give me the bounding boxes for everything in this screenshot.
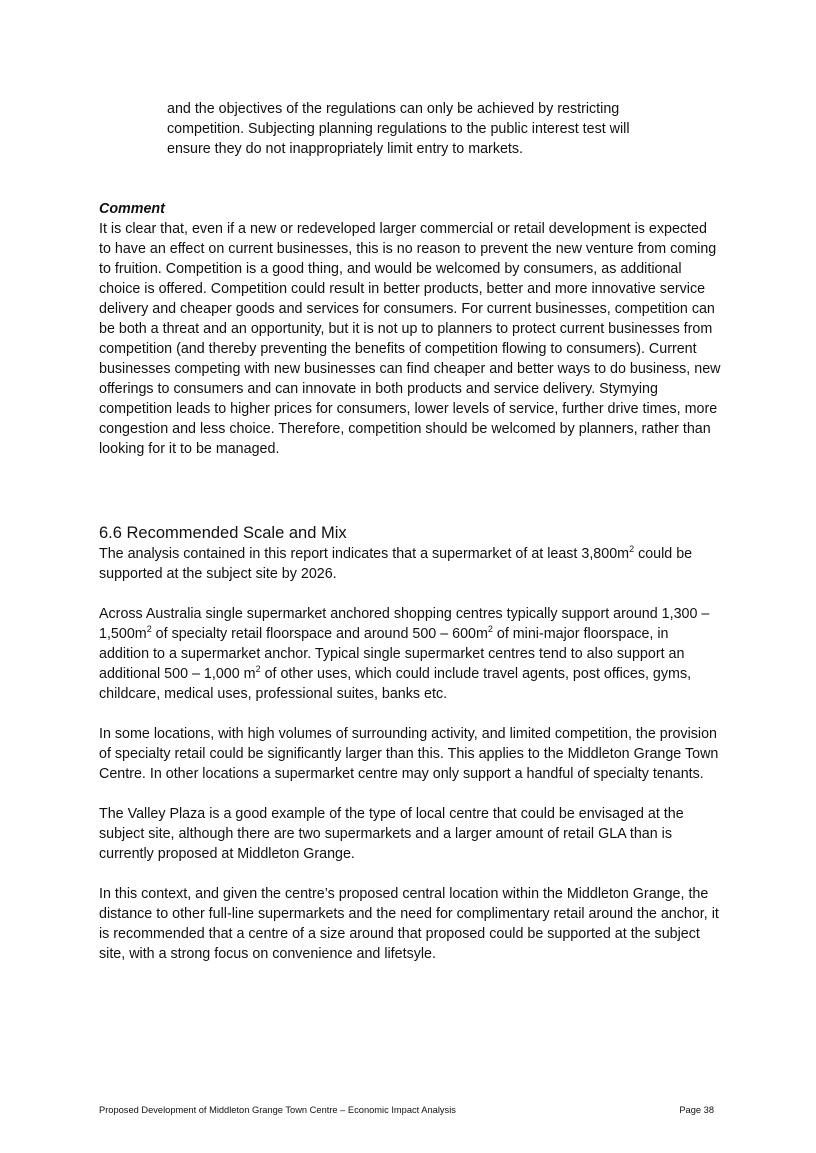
p2-text-b: of specialty retail floorspace and around 500 – 600m [151, 626, 488, 642]
p2-text-c: of mini-major floorspace, in addition to a supermarket anchor. Typical single supermarket centres tend to also support an additional 500 – 1,000 m [99, 626, 685, 682]
section-body [99, 544, 721, 964]
page-number: Page 38 [679, 1105, 714, 1115]
section-6-6 [99, 522, 721, 984]
paragraph-specialty-retail: In some locations, with high volumes of surrounding activity, and limited competition, the provision of specialty retail could be significantly larger than this. This applies to the Middleton Grange Town Centre. In other locations a supermarket centre may only support a handful of specialty tenants. [99, 726, 719, 782]
paragraph-floorspace [99, 604, 721, 704]
p1-text-a: The analysis contained in this report indicates that a supermarket of at least 3,800m [99, 546, 630, 562]
p2-superscript-2: 2 [487, 624, 493, 634]
p2-superscript-3: 2 [255, 664, 261, 674]
p1-superscript: 2 [629, 544, 635, 554]
comment-heading: Comment [99, 201, 165, 217]
p2-text-d: of other uses, which could include travel agents, post offices, gyms, childcare, medical uses, professional suites, banks etc. [99, 666, 692, 702]
p1-text-b: could be supported at the subject site by 2026. [99, 546, 693, 582]
quote-text: and the objectives of the regulations can only be achieved by restricting competition. Subjecting planning regulations to the public interest test will ensure they do not inappropriately limit entry to markets. [167, 101, 630, 157]
section-heading: 6.6 Recommended Scale and Mix [99, 524, 347, 542]
paragraph-supermarket-size [99, 544, 721, 584]
paragraph-recommendation: In this context, and given the centre’s proposed central location within the Middleton Grange, the distance to other full-line supermarkets and the need for complimentary retail around the anchor, it is recommended that a centre of a size around that proposed could be supported at the subject site, with a strong focus on convenience and lifetsyle. [99, 886, 719, 962]
p2-text-a: Across Australia single supermarket anchored shopping centres typically support around 1,300 – 1,500m [99, 606, 710, 642]
quoted-excerpt [167, 99, 637, 159]
paragraph-valley-plaza: The Valley Plaza is a good example of the type of local centre that could be envisaged at the subject site, although there are two supermarkets and a larger amount of retail GLA than is currently proposed at Middleton Grange. [99, 806, 684, 862]
comment-text: It is clear that, even if a new or redeveloped larger commercial or retail development is expected to have an effect on current businesses, this is no reason to prevent the new venture from coming to fruition. Competition is a good thing, and would be welcomed by consumers, as additional choice is offered. Competition could result in better products, better and more innovative service delivery and cheaper goods and services for consumers. For current businesses, competition can be both a threat and an opportunity, but it is not up to planners to protect current businesses from competition (and thereby preventing the benefits of competition flowing to consumers). Current businesses competing with new businesses can find cheaper and better ways to do business, new offerings to consumers and can innovate in both products and service delivery. Stymying competition leads to higher prices for consumers, lower levels of service, further drive times, more congestion and less choice. Therefore, competition should be welcomed by planners, rather than looking for it to be managed. [99, 221, 721, 457]
p2-superscript-1: 2 [146, 624, 152, 634]
comment-block [99, 199, 721, 459]
footer-title: Proposed Development of Middleton Grange Town Centre – Economic Impact Analysis [99, 1105, 456, 1115]
